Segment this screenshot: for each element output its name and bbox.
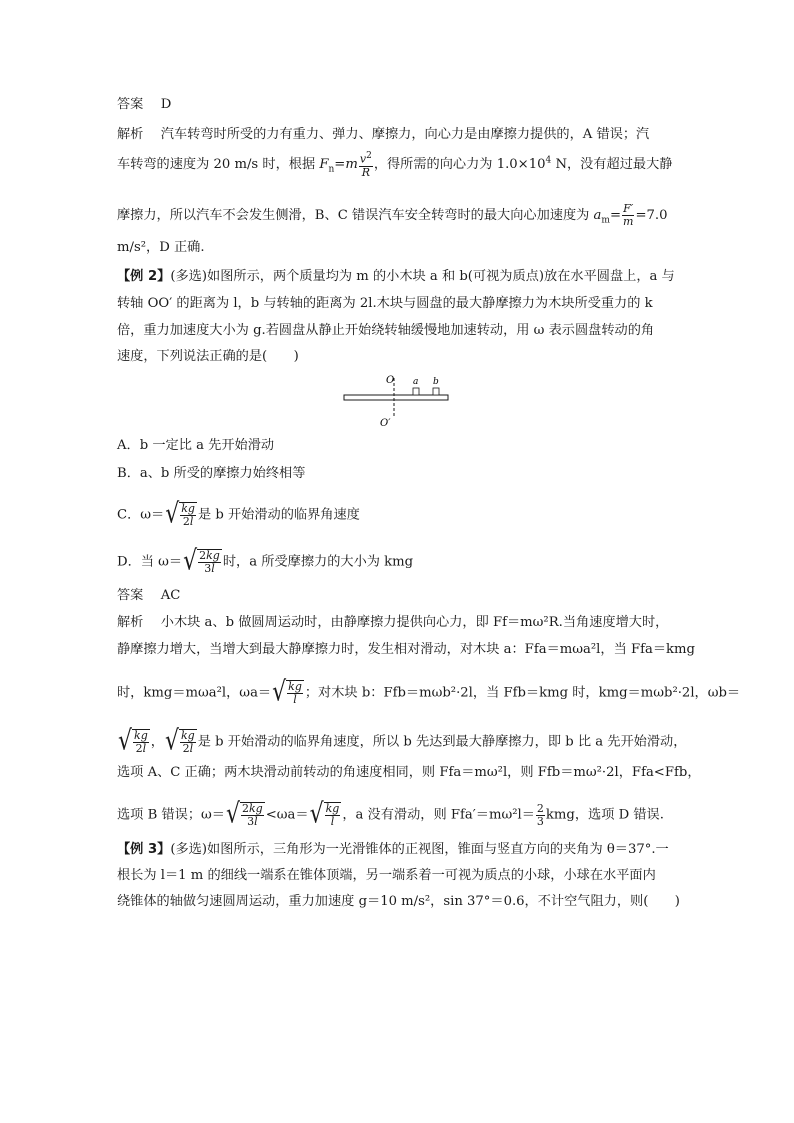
example2-line-4: 速度，下列说法正确的是( )	[117, 349, 299, 364]
label-O-prime: O′	[380, 418, 391, 429]
option-b: B．a、b 所受的摩擦力始终相等	[117, 466, 306, 481]
example2-line-1: 【例 2】(多选)如图所示，两个质量均为 m 的小木块 a 和 b(可视为质点)放在水平圆盘上，a 与	[117, 269, 675, 284]
label-a: a	[413, 377, 419, 387]
analysis-line-3: 摩擦力，所以汽车不会发生侧滑，B、C 错误汽车安全转弯时的最大向心加速度为 $a_m=$ $\frac{F'}{m}$ =7.0	[117, 202, 668, 228]
analysis2-line-1: 解析 小木块 a、b 做圆周运动时，由静摩擦力提供向心力，即 Ff＝mω²R.当角速度增大时，	[117, 615, 669, 630]
disk-diagram	[342, 368, 454, 430]
sqrt-2kg-3l: √ $\frac{2kg}{3l}$	[183, 545, 220, 577]
analysis-line-4: m/s²，D 正确.	[117, 240, 205, 255]
label-O: O	[386, 375, 395, 386]
block-a	[413, 388, 419, 395]
example2-line-3: 倍，重力加速度大小为 g.若圆盘从静止开始绕转轴缓慢地加速转动，用 ω 表示圆盘转动的角	[117, 323, 655, 338]
analysis2-label: 解析	[117, 615, 144, 630]
sqrt-kg-2l: √ $\frac{kg}{2l}$	[165, 498, 195, 530]
analysis2-line-2: 静摩擦力增大，当增大到最大静摩擦力时，发生相对滑动，对木块 a：Ffa＝mωa²l，当 Ffa＝kmg	[117, 642, 695, 657]
label-b: b	[433, 377, 439, 387]
answer2-label: 答案	[117, 588, 144, 603]
sqrt-kg-l: √ $\frac{kg}{l}$	[272, 676, 302, 708]
option-a: A．b 一定比 a 先开始滑动	[117, 438, 275, 453]
example2-tag: 【例 2】	[117, 269, 171, 284]
v2-over-R-fraction: $\frac{v^2}{R}$	[359, 151, 372, 179]
analysis2-line-4: √ $\frac{kg}{2l}$ ，√ $\frac{kg}{2l}$ 是 b 开始滑动的临界角速度，所以 b 先达到最大静摩擦力，即 b 比 a 先开始滑动，	[118, 725, 687, 757]
example3-line-2: 根长为 l＝1 m 的细线一端系在锥体顶端，另一端系着一可视为质点的小球，小球在水平面内	[117, 868, 656, 883]
answer-value: D	[160, 97, 172, 112]
answer-line	[117, 96, 171, 114]
example3-tag: 【例 3】	[117, 842, 171, 857]
block-b	[433, 388, 439, 395]
analysis2-line-6: 选项 B 错误；ω＝√ $\frac{2kg}{3l}$ <ωa＝√ $\frac{kg}{l}$ ，a 没有滑动，则 Ffa′＝mω²l＝ $\frac{2}{3}$ kmg，选项 D 错误.	[117, 798, 664, 830]
two-thirds-fraction: $\frac{2}{3}$	[536, 801, 544, 828]
answer2-line	[117, 587, 180, 605]
analysis-line-2: 车转弯的速度为 20 m/s 时，根据 $F_n=m$ $\frac{v^2}{R}$ ，得所需的向心力为 $1.0\times 10^4$ N，没有超过最大静	[117, 151, 673, 179]
analysis2-line-3: 时，kmg＝mωa²l，ωa＝√ $\frac{kg}{l}$ ；对木块 b：Ffb＝mωb²·2l，当 Ffb＝kmg 时，kmg＝mωb²·2l，ωb＝	[117, 676, 741, 708]
example3-line-1: 【例 3】(多选)如图所示，三角形为一光滑锥体的正视图，锥面与竖直方向的夹角为 θ＝37°.一	[117, 842, 669, 857]
example3-line-3: 绕锥体的轴做匀速圆周运动，重力加速度 g＝10 m/s²，sin 37°＝0.6，不计空气阻力，则( )	[117, 894, 680, 909]
analysis2-line-5: 选项 A、C 正确；两木块滑动前转动的角速度相同，则 Ffa＝mω²l，则 Ffb＝mω²·2l，Ffa<Ffb，	[117, 765, 701, 780]
example2-line-2: 转轴 OO′ 的距离为 l，b 与转轴的距离为 2l.木块与圆盘的最大静摩擦力为木块所受重力的 k	[117, 296, 653, 311]
option-d: D．当 ω＝√ $\frac{2kg}{3l}$ 时，a 所受摩擦力的大小为 kmg	[117, 545, 414, 577]
answer-label: 答案	[117, 97, 144, 112]
analysis-label: 解析	[117, 127, 144, 142]
option-c: C．ω＝√ $\frac{kg}{2l}$ 是 b 开始滑动的临界角速度	[117, 498, 360, 530]
F-over-m-fraction: $\frac{F'}{m}$	[623, 202, 634, 228]
answer2-value: AC	[160, 588, 181, 603]
analysis-line-1: 解析 汽车转弯时所受的力有重力、弹力、摩擦力，向心力是由摩擦力提供的，A 错误；汽	[117, 127, 650, 142]
disk-platform	[344, 395, 448, 400]
